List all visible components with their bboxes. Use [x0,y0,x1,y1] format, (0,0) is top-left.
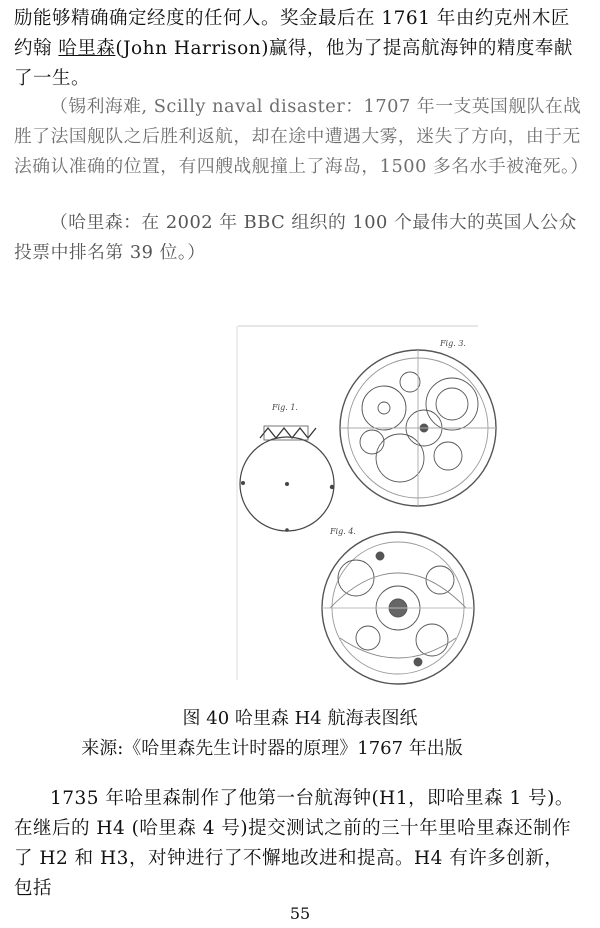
h4-blueprint-figure [0,318,600,690]
fig3-label: Fig. 3. [440,339,466,348]
paragraph-longitude-prize [14,4,588,94]
text-after-name: (John Harrison)赢得，他为了提高航海钟的精度奉献了一生。 [14,38,573,89]
page-number: 55 [289,904,311,923]
paragraph-h1-to-h4: 1735 年哈里森制作了他第一台航海钟(H1，即哈里森 1 号)。在继后的 H4 (哈里森 4 号)提交测试之前的三十年里哈里森还制作了 H2 和 H3，对钟进行了不懈地改进和提高。H4 有许多创新， 包括 [14,788,574,899]
fig1-drawing [240,403,334,532]
fig3-drawing [340,339,496,506]
figure-source: 来源:《哈里森先生计时器的原理》1767 年出版 [81,738,463,759]
fig1-label: Fig. 1. [272,403,298,412]
paragraph-scilly-disaster: （锡利海难, Scilly naval disaster：1707 年一支英国舰队在战胜了法国舰队之后胜利返航，却在途中遭遇大雾，迷失了方向，由于无法确认准确的位置，有四艘战舰撞上了海岛，1500 多名水手被淹死。） [14,96,589,177]
underlined-name: 哈里森 [58,38,116,59]
figure-caption: 图 40 哈里森 H4 航海表图纸 [182,708,418,729]
fig4-drawing [322,527,474,684]
paragraph-harrison-ranking: （哈里森：在 2002 年 BBC 组织的 100 个最伟大的英国人公众投票中排名第 39 位。） [14,212,577,263]
text-before-name: 励能够精确确定经度的任何人。奖金最后在 1761 年由约克州木匠约翰 [14,8,570,59]
fig4-label: Fig. 4. [330,527,356,536]
